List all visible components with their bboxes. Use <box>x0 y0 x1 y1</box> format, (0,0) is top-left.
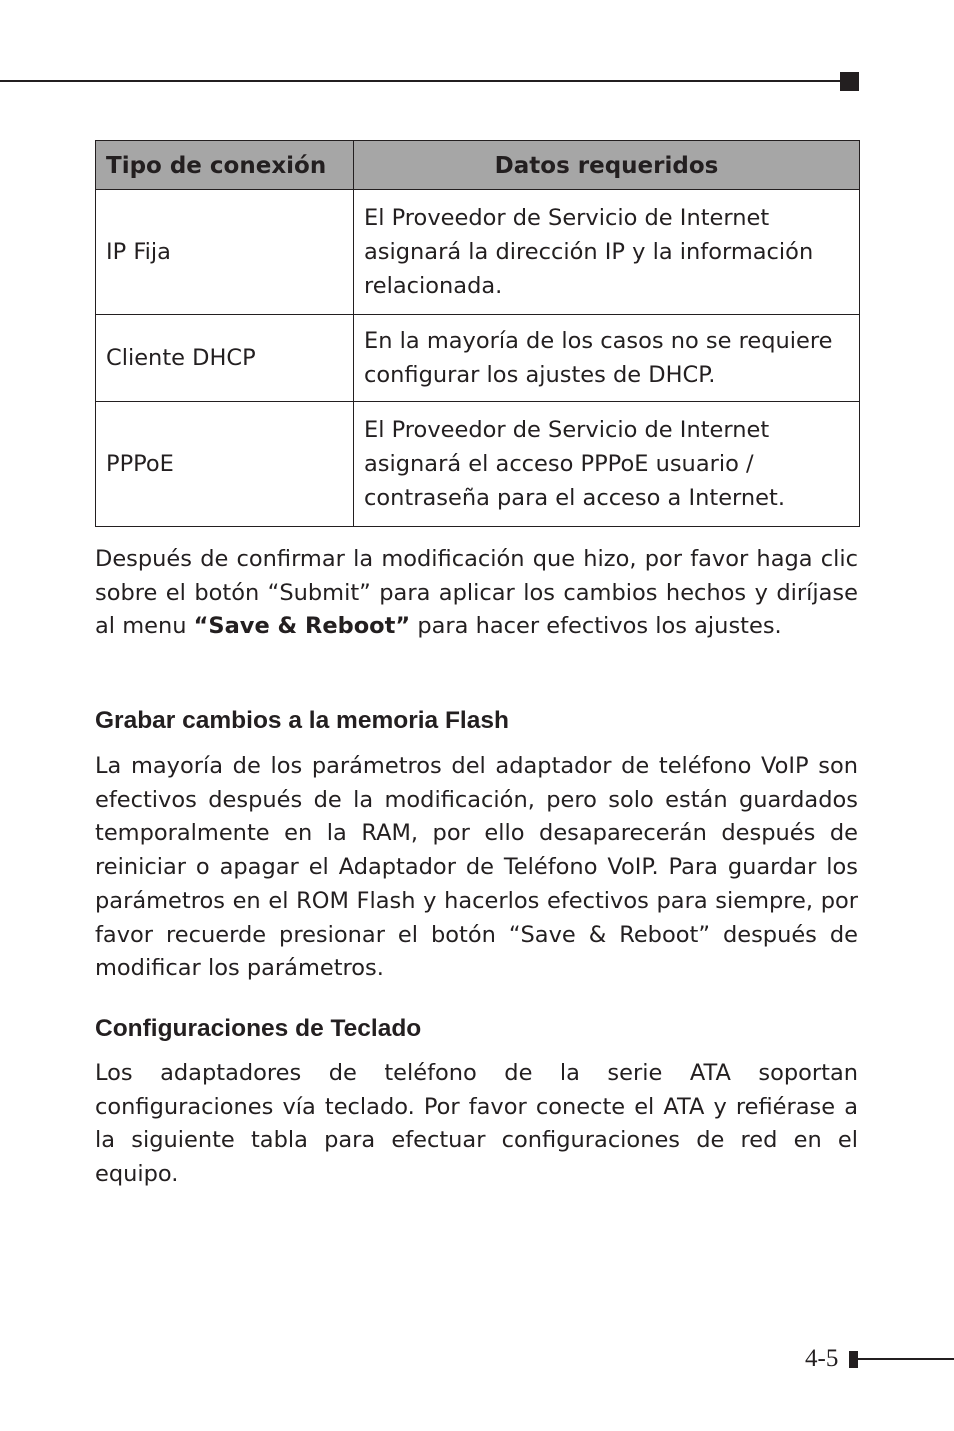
cell-required-data: En la mayoría de los casos no se requiere configurar los ajustes de DHCP. <box>354 315 860 402</box>
connection-type-table <box>95 140 860 527</box>
cell-connection-type: PPPoE <box>96 402 354 527</box>
footer-rule <box>858 1358 954 1360</box>
save-reboot-emphasis: “Save & Reboot” <box>193 613 411 640</box>
cell-connection-type: Cliente DHCP <box>96 315 354 402</box>
table-row <box>96 315 860 402</box>
table-row <box>96 402 860 527</box>
section-heading-keypad: Configuraciones de Teclado <box>95 1015 422 1042</box>
cell-required-data: El Proveedor de Servicio de Internet asignará el acceso PPPoE usuario / contraseña para el acceso a Internet. <box>354 402 860 527</box>
cell-required-data: El Proveedor de Servicio de Internet asignará la dirección IP y la información relacionada. <box>354 190 860 315</box>
paragraph-text: Después de confirmar la modificación que hizo, por favor haga clic sobre el botón “Submit” para aplicar los cambios hechos y diríjase al menu <box>95 546 858 640</box>
header-required-data: Datos requeridos <box>354 141 860 190</box>
section-body-keypad: Los adaptadores de teléfono de la serie ATA soportan configuraciones vía teclado. Por favor conecte el ATA y refiérase a la siguiente tabla para efectuar configuraciones de red en el equipo. <box>95 1060 858 1188</box>
header-rule <box>0 80 842 82</box>
paragraph-text: para hacer efectivos los ajustes. <box>410 613 782 640</box>
page-number: 4-5 <box>805 1345 839 1372</box>
footer-square-marker <box>849 1351 858 1368</box>
table-header-row <box>96 141 860 190</box>
header-square-marker <box>840 72 859 91</box>
section-heading-flash: Grabar cambios a la memoria Flash <box>95 707 509 734</box>
table-row <box>96 190 860 315</box>
header-connection-type: Tipo de conexión <box>96 141 354 190</box>
paragraph-submit-instructions <box>95 543 858 644</box>
section-body-flash: La mayoría de los parámetros del adaptador de teléfono VoIP son efectivos después de la modificación, pero solo están guardados temporalmente en la RAM, por ello desaparecerán después de reiniciar o apagar el Adaptador de Teléfono VoIP. Para guardar los parámetros en el ROM Flash y hacerlos efectivos para siempre, por favor recuerde presionar el botón “Save & Reboot” después de modificar los parámetros. <box>95 753 858 982</box>
cell-connection-type: IP Fija <box>96 190 354 315</box>
